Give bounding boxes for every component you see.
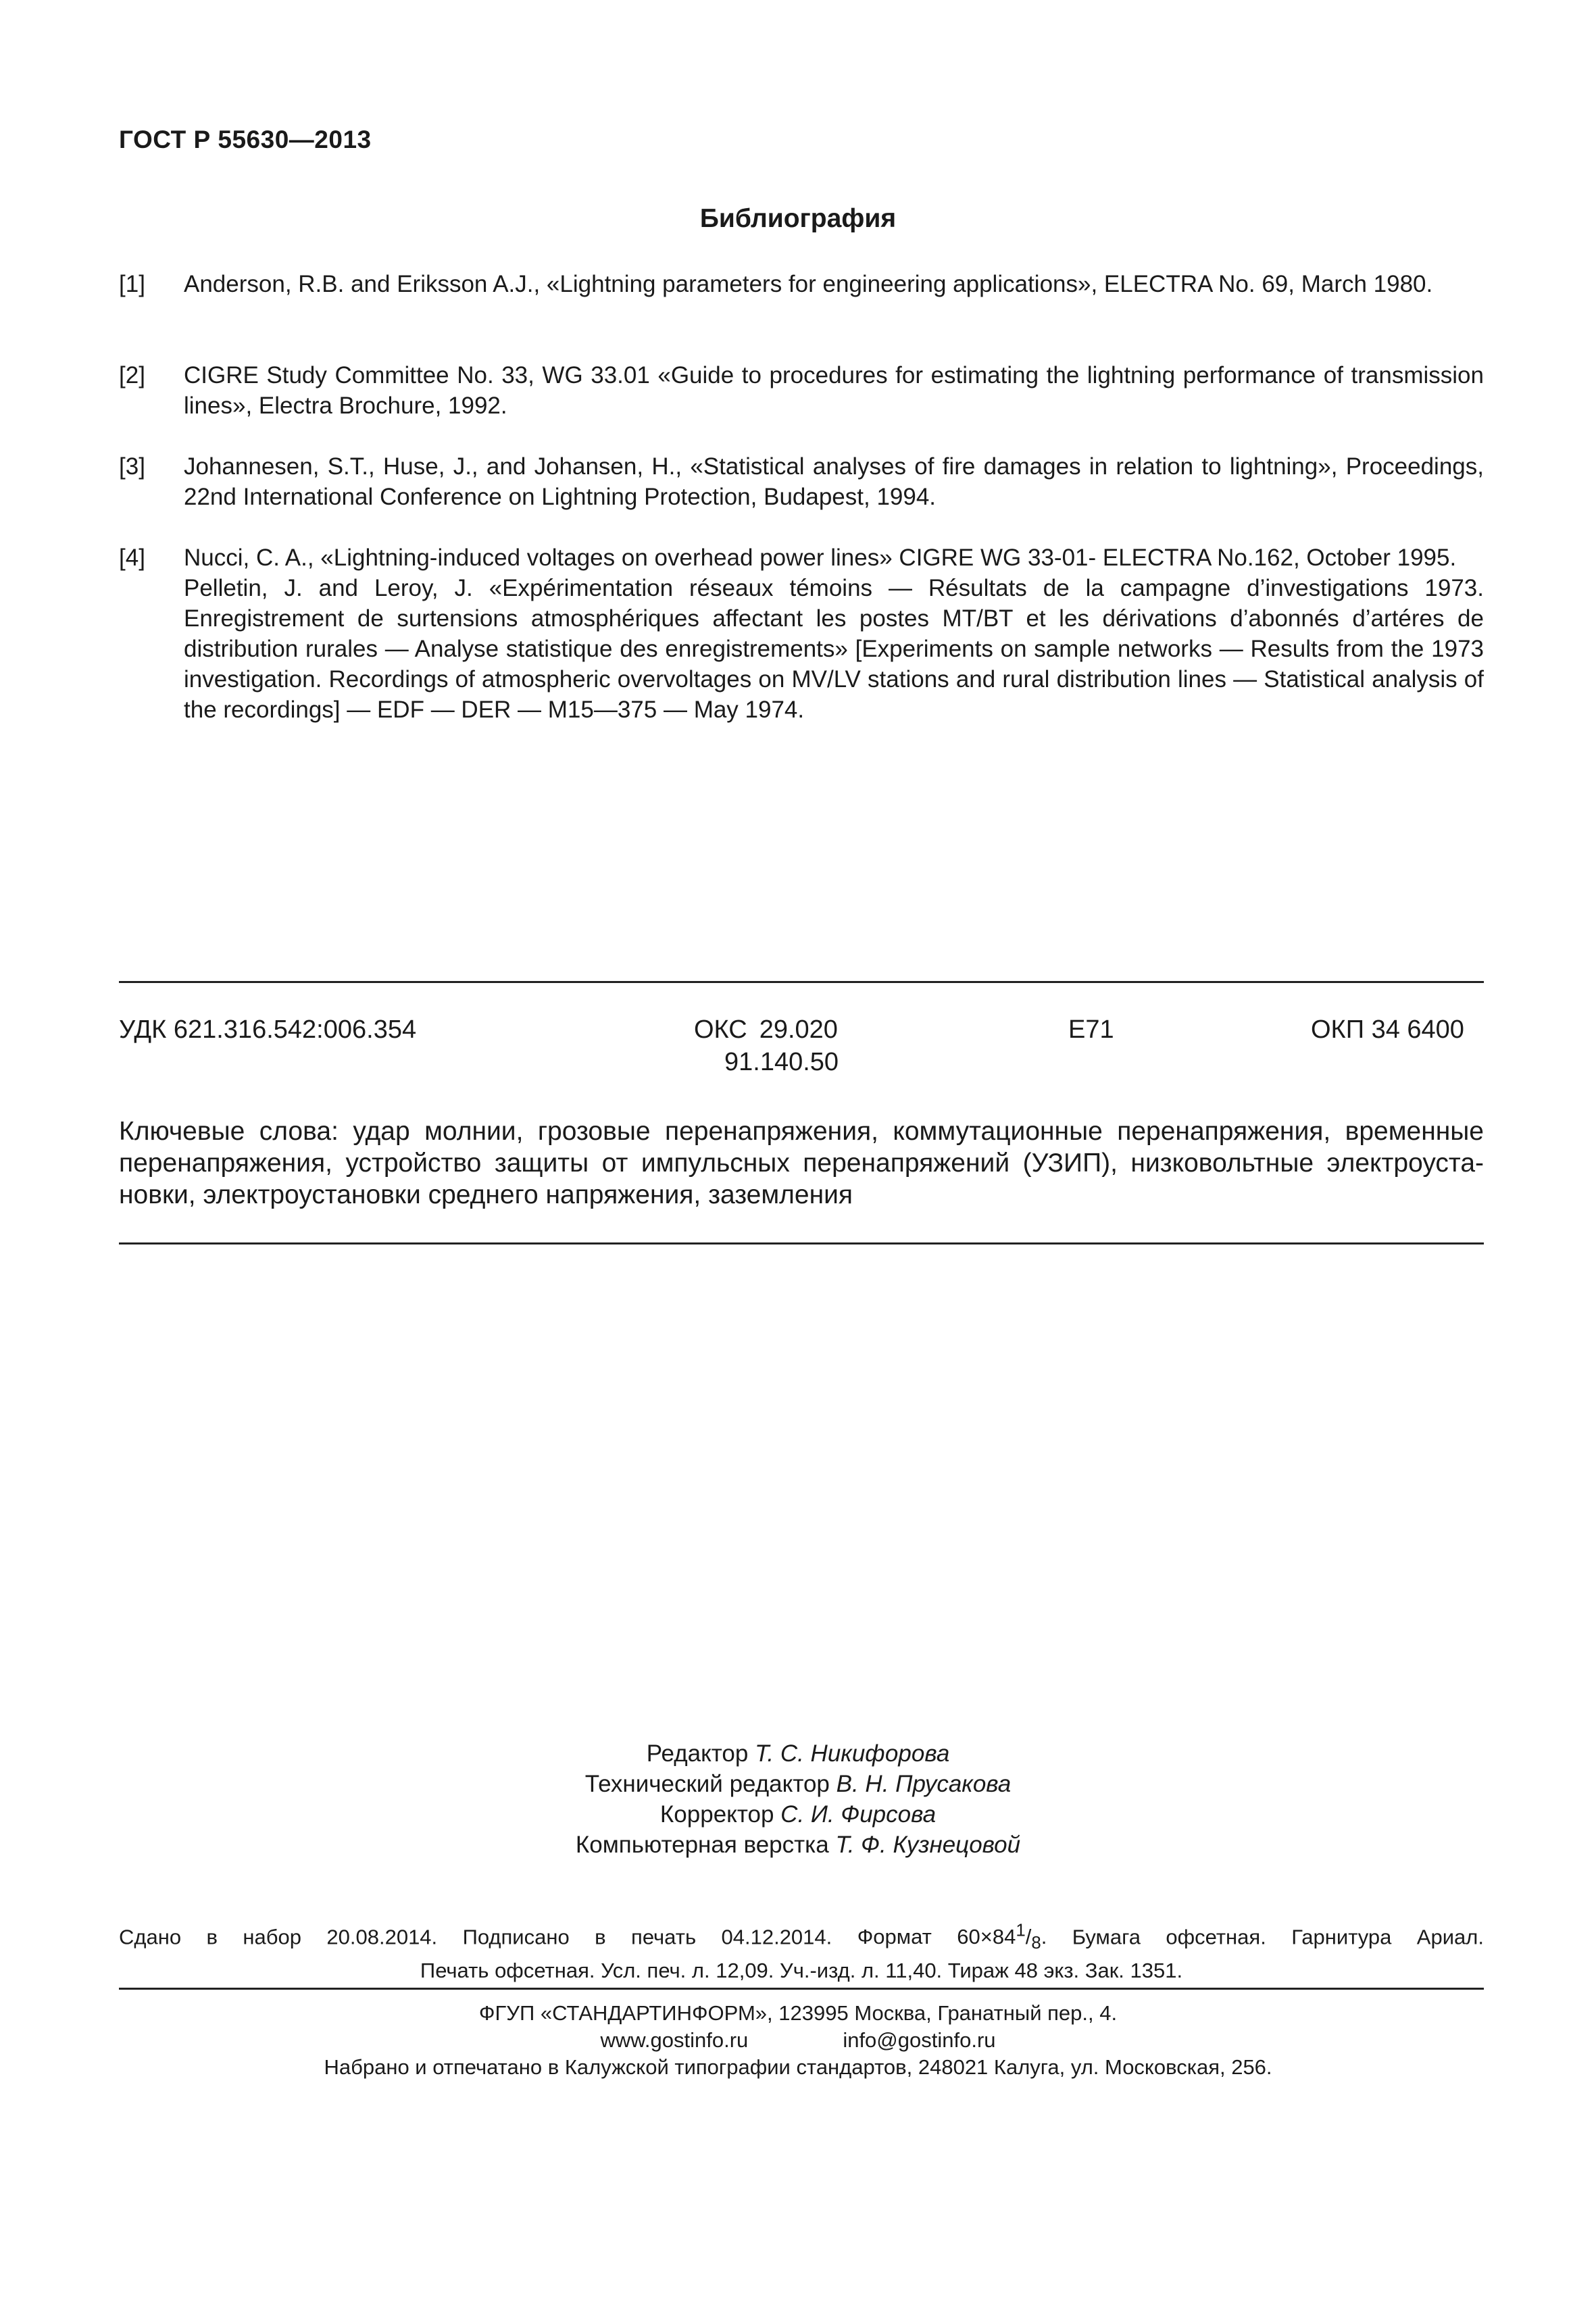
layout-line (0, 1830, 1596, 1860)
keywords: Ключевые слова: удар молнии, грозовые перенапряжения, коммутационные перенапряжения, временные перенапряжения, устройство защиты от импульсных перенапряжений (УЗИП), низковольтные электроуста-новки, электроустановки среднего напряжения, заземления (119, 1117, 1484, 1209)
oks-code (694, 1013, 839, 1078)
entry-number: [4] (119, 545, 145, 571)
corrector-line (0, 1799, 1596, 1830)
publisher-contacts (0, 2027, 1596, 2054)
tech-editor-line (0, 1769, 1596, 1799)
print-info-row (119, 1917, 1484, 1957)
entry-text-continued: Pelletin, J. and Leroy, J. «Expérimentation réseaux témoins — Résultats de la campagne d’investigations 1973. Enregistrement de surtensions atmosphériques affectant les postes MT/BT et les dérivations d’abonnés d’artéres de distribution rurales — Analyse statistique des enregistrements» [Experiments on sample networks — Results from the 1973 investigation. Recordings of atmospheric overvoltages on MV/LV stations and rural distribution lines — Statistical analysis of the recordings] — EDF — DER — M15—375 — May 1974. (184, 575, 1484, 723)
entry-text: Nucci, C. A., «Lightning-induced voltages on overhead power lines» CIGRE WG 33-01- ELECTRA No.162, October 1995. (184, 545, 1457, 571)
format-prefix: Формат 60×84 (857, 1925, 1016, 1949)
tech-editor-name: В. Н. Прусакова (836, 1771, 1012, 1797)
format-sub: 8 (1031, 1934, 1041, 1953)
document-code: ГОСТ Р 55630—2013 (119, 126, 372, 153)
entry-number: [1] (119, 271, 145, 297)
entry-text: Anderson, R.B. and Eriksson A.J., «Lightning parameters for engineering applications», ELECTRA No. 69, March 1980. (184, 271, 1433, 297)
paper: Бумага офсетная. (1072, 1925, 1266, 1949)
bibliography-entry (119, 451, 1484, 512)
entry-number: [2] (119, 362, 145, 388)
editor-label: Редактор (646, 1740, 749, 1767)
oks-value-2: 91.140.50 (724, 1048, 839, 1076)
publisher-address: ФГУП «СТАНДАРТИНФОРМ», 123995 Москва, Гранатный пер., 4. (478, 2001, 1118, 2025)
format: Формат $60\times 84^1/_8$. (857, 1921, 1047, 1953)
group-code: Е71 (1068, 1015, 1114, 1044)
credits (0, 1738, 1596, 1860)
bibliography-title: Библиография (699, 204, 897, 233)
bibliography-entry (119, 543, 1484, 725)
okp-code: ОКП 34 6400 (1311, 1015, 1464, 1044)
signed-date: Подписано в печать 04.12.2014. (462, 1925, 832, 1949)
tech-editor-label: Технический редактор (584, 1771, 830, 1797)
corrector-name: С. И. Фирсова (780, 1801, 937, 1828)
divider (119, 1988, 1484, 1990)
oks-label: ОКС (694, 1015, 747, 1044)
format-sup: 1 (1016, 1921, 1026, 1940)
print-info-row-2: Печать офсетная. Усл. печ. л. 12,09. Уч.-изд. л. 11,40. Тираж 48 экз. Зак. 1351. (420, 1958, 1183, 1982)
publisher (0, 2000, 1596, 2081)
print-info (119, 1917, 1484, 1984)
entry-number: [3] (119, 453, 145, 480)
editor-line (0, 1738, 1596, 1769)
font-info: Гарнитура Ариал. (1291, 1925, 1484, 1949)
entry-text-group (184, 543, 1484, 725)
layout-label: Компьютерная верстка (575, 1832, 829, 1858)
corrector-label: Корректор (659, 1801, 774, 1828)
bibliography-entry (119, 360, 1484, 421)
layout-name: Т. Ф. Кузнецовой (835, 1832, 1021, 1858)
divider (119, 1242, 1484, 1244)
oks-value: 29.020 (759, 1015, 838, 1044)
bibliography-entry (119, 269, 1484, 299)
entry-text: CIGRE Study Committee No. 33, WG 33.01 «Guide to procedures for estimating the lightning performance of transmission lines», Electra Brochure, 1992. (184, 362, 1484, 419)
editor-name: Т. С. Никифорова (755, 1740, 950, 1767)
printer-info: Набрано и отпечатано в Калужской типографии стандартов, 248021 Калуга, ул. Московская, 256. (324, 2055, 1272, 2079)
email-link: info@gostinfo.ru (843, 2028, 996, 2052)
website-link: www.gostinfo.ru (600, 2028, 749, 2052)
udk-code: УДК 621.316.542:006.354 (119, 1015, 417, 1044)
divider (119, 981, 1484, 983)
entry-text: Johannesen, S.T., Huse, J., and Johansen, H., «Statistical analyses of fire damages in relation to lightning», Proceedings, 22nd International Conference on Lightning Protection, Budapest, 1994. (184, 453, 1484, 510)
sent-date: Сдано в набор 20.08.2014. (119, 1925, 438, 1949)
format-suffix: . (1041, 1925, 1047, 1949)
